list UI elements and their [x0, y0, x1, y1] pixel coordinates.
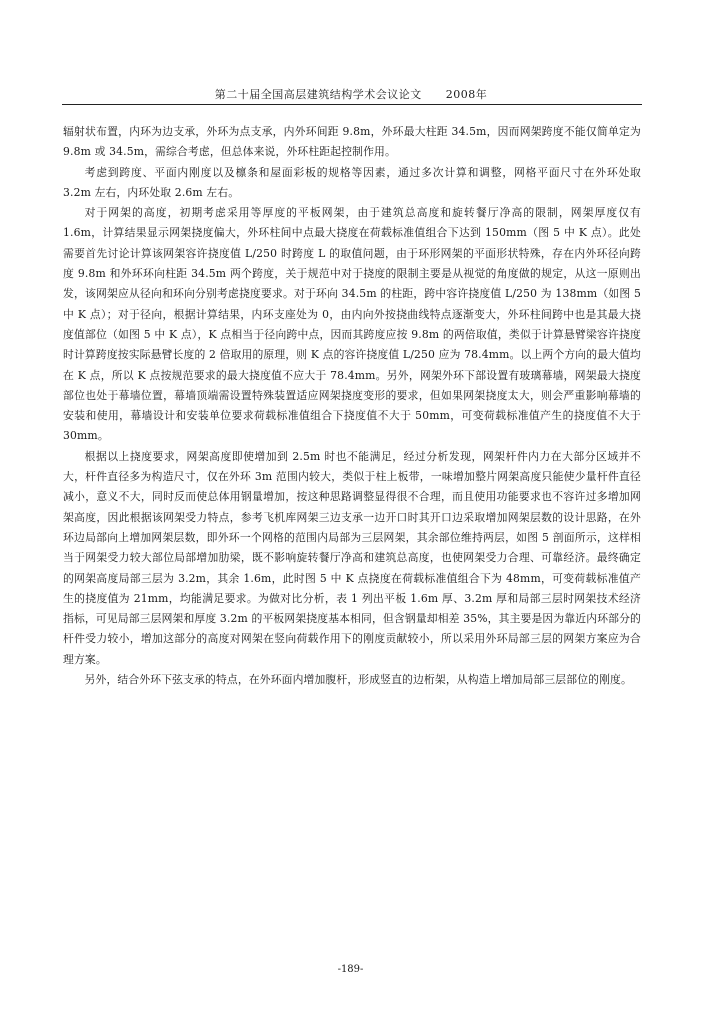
page-number: -189- [337, 964, 364, 975]
header-rule [62, 104, 642, 105]
paragraph-2: 考虑到跨度、平面内刚度以及檩条和屋面彩板的规格等因素，通过多次计算和调整，网格平面尺寸在外环处取 3.2m 左右，内环处取 2.6m 左右。 [63, 165, 641, 199]
paragraph-4: 根据以上挠度要求，网架高度即使增加到 2.5m 时也不能满足，经过分析发现，网架杆件内力在大部分区域并不大，杆件直径多为构造尺寸，仅在外环 3m 范围内较大，类似于柱上板带，一味增加整片网架高度只能使少量杆件直径减小，意义不大，同时反而使总体用钢量增加，按这种思路调整显得很不合理，而且使用功能要求也不容许过多增加网架高度，因此根据该网架受力特点，参考飞机库网架三边支承一边开口时其开口边采取增加网架层数的设计思路，在外环边局部向上增加网架层数，即外环一个网格的范围内局部为三层网架，其余部位维持两层，如图 5 剖面所示，这样相当于网架受力较大部位局部增加肋梁，既不影响旋转餐厅净高和建筑总高度，也使网架受力合理、可靠经济。最终确定的网架高度局部三层为 3.2m，其余 1.6m，此时图 5 中 K 点挠度在荷载标准值组合下为 48mm，可变荷载标准值产生的挠度值为 21mm，均能满足要求。为做对比分析，表 1 列出平板 1.6m 厚、3.2m 厚和局部三层时网架技术经济指标，可见局部三层网架和厚度 3.2m 的平板网架挠度基本相同，但含钢量却相差 35%，其主要是因为靠近内环部分的杆件受力较小，增加这部分的高度对网架在竖向荷载作用下的刚度贡献较小，所以采用外环局部三层的网架方案应为合理方案。 [63, 449, 641, 666]
conference-year: 2008年 [445, 88, 488, 101]
body-text [63, 122, 641, 690]
paragraph-5: 另外，结合外环下弦支承的特点，在外环面内增加腹杆，形成竖直的边桁架，从构造上增加局部三层部位的刚度。 [84, 673, 632, 687]
paragraph-1: 辐射状布置，内环为边支承，外环为点支承，内外环间距 9.8m，外环最大柱距 34.5m，因而网架跨度不能仅简单定为 9.8m 或 34.5m，需综合考虑，但总体来说，外环柱距起控制作用。 [63, 125, 641, 159]
paragraph-3: 对于网架的高度，初期考虑采用等厚度的平板网架，由于建筑总高度和旋转餐厅净高的限制，网架厚度仅有 1.6m，计算结果显示网架挠度偏大，外环柱间中点最大挠度在荷载标准值组合下达到 150mm（图 5 中 K 点）。此处需要首先讨论计算该网架容许挠度值 L/250 时跨度 L 的取值问题，由于环形网架的平面形状特殊，存在内外环径向跨度 9.8m 和外环环向柱距 34.5m 两个跨度，关于规范中对于挠度的限制主要是从视觉的角度做的规定，从这一原则出发，该网架应从径向和环向分别考虑挠度要求。对于环向 34.5m 的柱距，跨中容许挠度值 L/250 为 138mm（如图 5 中 K 点）；对于径向，根据计算结果，内环支座处为 0，由内向外按挠曲线特点逐渐变大，外环柱间跨中也是其最大挠度值部位（如图 5 中 K 点），K 点相当于径向跨中点，因而其跨度应按 9.8m 的两倍取值，类似于计算悬臂梁容许挠度时计算跨度按实际悬臂长度的 2 倍取用的原理，则 K 点的容许挠度值 L/250 应为 78.4mm。以上两个方向的最大值均在 K 点，所以 K 点按规范要求的最大挠度值不应大于 78.4mm。另外，网架外环下部设置有玻璃幕墙，网架最大挠度部位也处于幕墙位置，幕墙顶端需设置特殊装置适应网架挠度变形的要求，但如果网架挠度太大，则会严重影响幕墙的安装和使用，幕墙设计和安装单位要求荷载标准值组合下挠度值不大于 50mm，可变荷载标准值产生的挠度值不大于 30mm。 [63, 206, 641, 443]
running-header [62, 86, 640, 104]
conference-title: 第二十届全国高层建筑结构学术会议论文 [214, 88, 422, 101]
